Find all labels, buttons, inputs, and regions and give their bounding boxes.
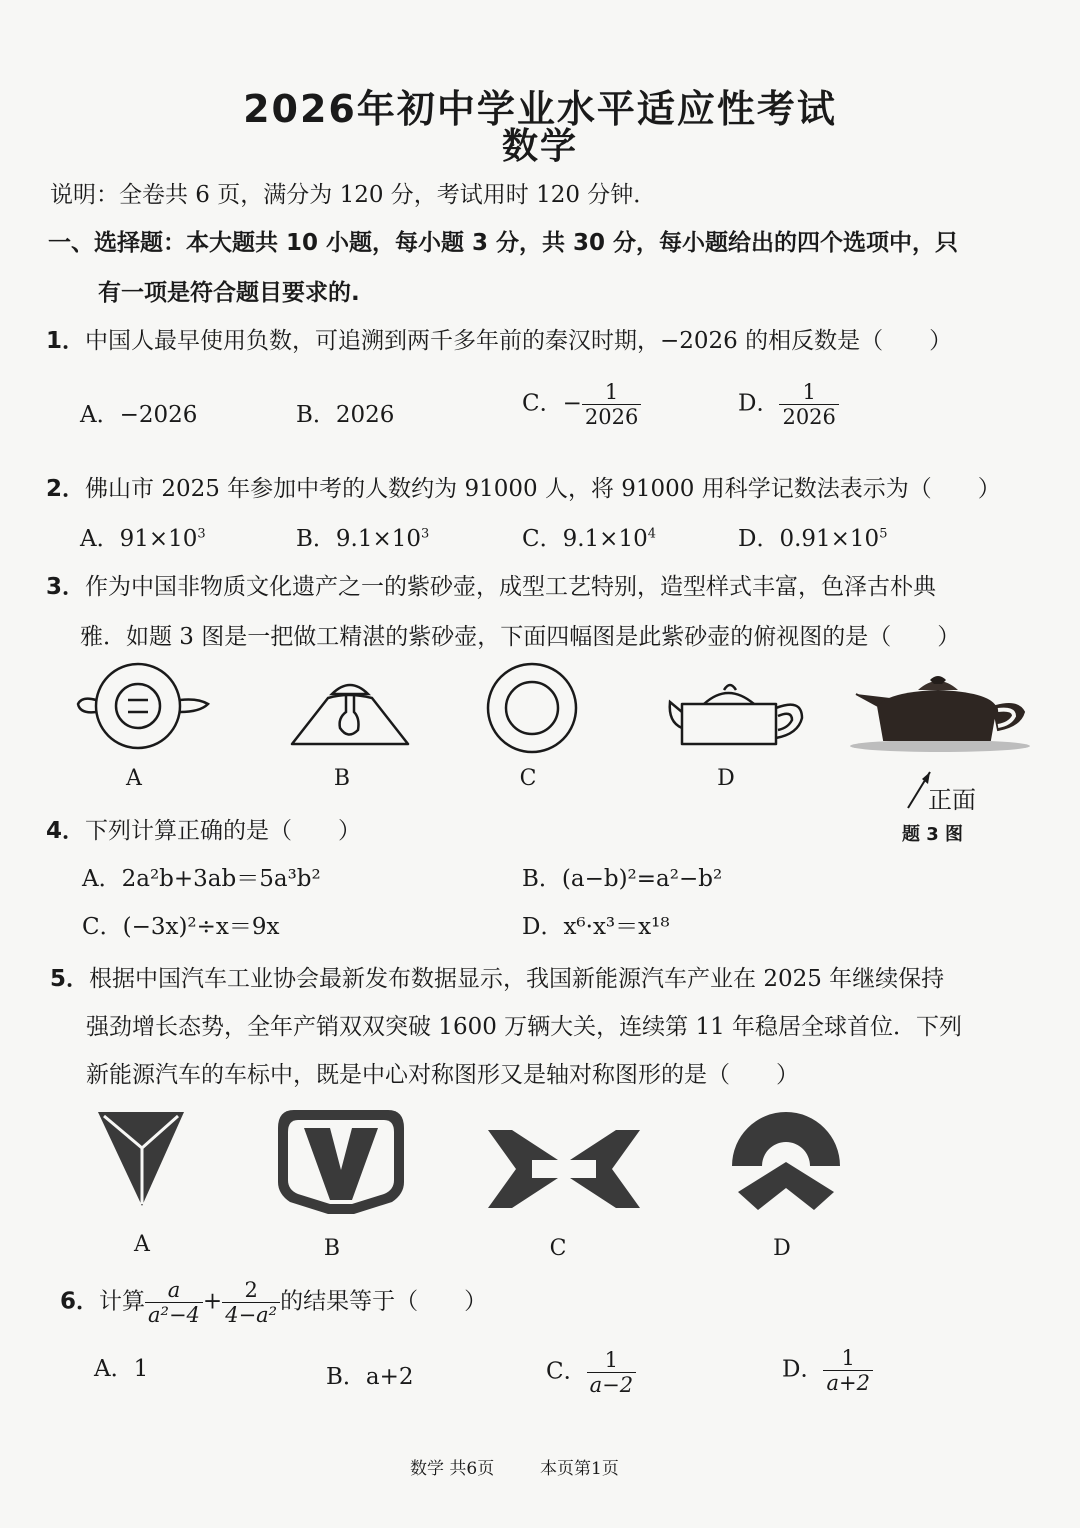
question-3-line2: 雅．如题 3 图是一把做工精湛的紫砂壶，下面四幅图是此紫砂壶的俯视图的是（ ） (80, 624, 961, 650)
question-6 (60, 1278, 487, 1327)
plus-sign: + (202, 1288, 223, 1315)
q6-option-d[interactable] (782, 1346, 873, 1395)
q1-option-a[interactable]: A．−2026 (80, 402, 198, 428)
numerator: 2 (244, 1278, 258, 1302)
figure-3-caption: 题 3 图 (902, 824, 964, 845)
q5-label-d: D (773, 1236, 791, 1261)
teapot-top-view-c[interactable] (484, 660, 580, 756)
car-logo-c[interactable] (486, 1126, 642, 1212)
question-number: 3． (46, 574, 86, 600)
q4-option-c[interactable]: C．(−3x)²÷x＝9x (82, 914, 280, 940)
option-label: C． (522, 390, 563, 417)
numerator: 1 (802, 380, 816, 404)
numerator: a (167, 1278, 181, 1302)
denominator: 2026 (582, 404, 641, 429)
exam-title: 2026年初中学业水平适应性考试 (243, 87, 837, 131)
question-4 (46, 812, 361, 845)
q3-label-b: B (333, 766, 351, 791)
teapot-top-view-a[interactable] (72, 660, 212, 752)
numerator: 1 (604, 380, 619, 404)
section1-heading-line2: 有一项是符合题目要求的. (98, 280, 360, 306)
numerator: 1 (841, 1346, 855, 1370)
denominator: 4−a² (222, 1302, 280, 1327)
denominator: a+2 (823, 1370, 872, 1395)
q6-option-a[interactable]: A．1 (94, 1356, 149, 1382)
instructions: 说明：全卷共 6 页，满分为 120 分，考试用时 120 分钟． (50, 182, 657, 208)
q3-label-a: A (126, 766, 142, 791)
question-5-line3: 新能源汽车的车标中，既是中心对称图形又是轴对称图形的是（ ） (86, 1062, 799, 1088)
teapot-front-view-d[interactable] (666, 672, 806, 750)
fraction (587, 1348, 636, 1397)
q4-option-b[interactable]: B．(a−b)²=a²−b² (522, 866, 723, 892)
fraction (779, 380, 838, 429)
q1-option-d[interactable] (738, 380, 839, 429)
question-suffix: 的结果等于（ ） (280, 1288, 488, 1315)
question-text: 中国人最早使用负数，可追溯到两千多年前的秦汉时期，−2026 的相反数是（ ） (85, 328, 953, 354)
q2-option-b[interactable] (296, 520, 429, 553)
exponent: 3 (197, 526, 206, 542)
q5-label-a: A (134, 1232, 150, 1257)
fraction (823, 1346, 872, 1395)
question-5 (50, 960, 944, 993)
car-logo-a[interactable] (96, 1108, 186, 1208)
teapot-side-view-b[interactable] (288, 674, 412, 750)
q6-option-b[interactable]: B．a+2 (326, 1364, 414, 1390)
option-label: D． (738, 390, 780, 417)
q5-label-b: B (323, 1236, 341, 1261)
option-label: D． (782, 1356, 824, 1383)
option-text: D．0.91×10 (738, 526, 880, 552)
fraction (582, 380, 641, 429)
question-number: 2． (46, 476, 86, 502)
question-1 (46, 322, 952, 355)
question-text-line1: 根据中国汽车工业协会最新发布数据显示，我国新能源汽车产业在 2025 年继续保持 (89, 966, 945, 992)
question-5-line2: 强劲增长态势，全年产销双双突破 1600 万辆大关，连续第 11 年稳居全球首位．下列 (86, 1014, 963, 1040)
question-number: 1． (46, 328, 86, 354)
question-number: 6． (60, 1288, 100, 1315)
option-label: C． (546, 1358, 587, 1385)
question-text: 佛山市 2025 年参加中考的人数约为 91000 人，将 91000 用科学记数法表示为（ ） (85, 476, 1001, 502)
q1-option-b[interactable]: B．2026 (296, 402, 395, 428)
denominator: a−2 (587, 1372, 636, 1397)
exponent: 3 (421, 526, 430, 542)
front-label: 正面 (928, 786, 976, 814)
footer-total-pages: 数学 共6页 (410, 1459, 495, 1479)
q3-label-c: C (519, 766, 537, 791)
option-text: C．9.1×10 (522, 526, 648, 552)
car-logo-d[interactable] (728, 1112, 844, 1212)
numerator: 1 (604, 1348, 619, 1372)
option-text: B．9.1×10 (296, 526, 422, 552)
question-number: 4． (46, 818, 86, 844)
q2-option-d[interactable] (738, 520, 887, 553)
footer-page-number: 本页第1页 (540, 1459, 619, 1479)
question-3 (46, 568, 936, 601)
question-text: 下列计算正确的是（ ） (85, 818, 362, 844)
minus-sign: − (562, 390, 582, 417)
teapot-photo (848, 670, 1032, 754)
denominator: 2026 (779, 404, 838, 429)
q5-label-c: C (549, 1236, 567, 1261)
q2-option-c[interactable] (522, 520, 656, 553)
section1-heading-line1: 一、选择题：本大题共 10 小题，每小题 3 分，共 30 分，每小题给出的四个选项中，只 (48, 230, 959, 256)
exponent: 4 (647, 526, 656, 542)
q6-option-c[interactable] (546, 1348, 636, 1397)
denominator: a²−4 (145, 1302, 203, 1327)
q1-option-c[interactable] (522, 380, 641, 429)
option-text: A．91×10 (80, 526, 198, 552)
q4-option-d[interactable]: D．x⁶·x³＝x¹⁸ (522, 914, 670, 940)
fraction-2 (222, 1278, 280, 1327)
subject-title: 数学 (501, 126, 578, 167)
question-prefix: 计算 (99, 1288, 146, 1315)
q2-option-a[interactable] (80, 520, 206, 553)
q4-option-a[interactable]: A．2a²b+3ab＝5a³b² (82, 866, 321, 892)
car-logo-b[interactable] (274, 1106, 408, 1216)
exponent: 5 (879, 526, 888, 542)
q3-label-d: D (717, 766, 735, 791)
question-number: 5． (50, 966, 90, 992)
question-text-line1: 作为中国非物质文化遗产之一的紫砂壶，成型工艺特别，造型样式丰富，色泽古朴典 (85, 574, 937, 600)
fraction-1 (145, 1278, 203, 1327)
question-2 (46, 470, 1001, 503)
